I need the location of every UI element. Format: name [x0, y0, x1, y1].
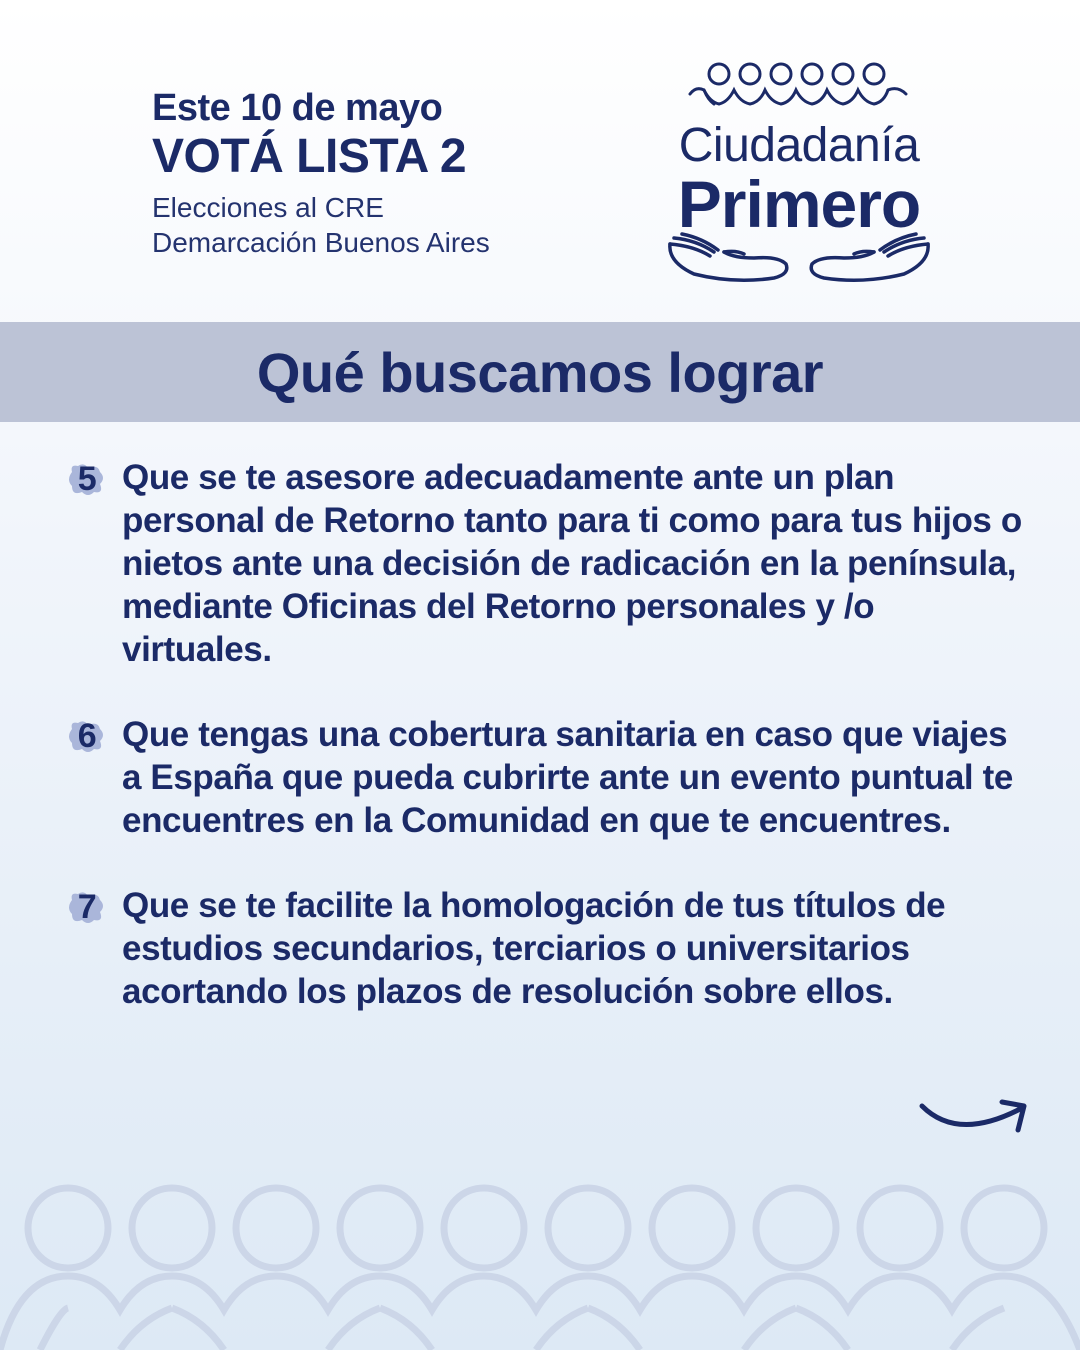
list-item [64, 884, 1024, 1013]
goals-list [64, 456, 1024, 1013]
logo-text-ciudadania: Ciudadanía [678, 119, 920, 172]
list-item [64, 456, 1024, 671]
item-number-badge [64, 713, 110, 759]
logo-text-primero: Primero [677, 167, 921, 241]
section-banner [0, 322, 1080, 422]
header-text-block [152, 86, 490, 260]
election-name: Elecciones al CRE [152, 192, 384, 223]
item-number: 7 [77, 888, 97, 926]
election-date: Este 10 de mayo [152, 87, 443, 129]
people-row-icon [686, 60, 912, 116]
item-number: 5 [77, 460, 97, 498]
people-pattern-decoration [0, 1180, 1080, 1350]
open-hands-icon [664, 232, 934, 288]
vote-slogan: VOTÁ LISTA 2 [152, 130, 467, 183]
item-number-badge [64, 884, 110, 930]
item-text: Que se te asesore adecuadamente ante un plan personal de Retorno tanto para ti como para tus hijos o nietos ante una decisión de radicación en la península, mediante Oficinas del Retorno personales y /o virtuales. [122, 458, 1022, 669]
item-number-badge [64, 456, 110, 502]
item-text: Que tengas una cobertura sanitaria en caso que viajes a España que pueda cubrirte ante un evento puntual te encuentres en la Comunidad en que te encuentres. [122, 715, 1013, 840]
election-region: Demarcación Buenos Aires [152, 227, 490, 258]
list-item [64, 713, 1024, 842]
item-number: 6 [77, 717, 97, 755]
item-text: Que se te facilite la homologación de tus títulos de estudios secundarios, terciarios o universitarios acortando los plazos de resolución sobre ellos. [122, 886, 946, 1011]
ciudadania-primero-logo [664, 60, 934, 285]
section-title: Qué buscamos lograr [256, 340, 824, 404]
next-arrow-icon[interactable] [918, 1096, 1032, 1144]
